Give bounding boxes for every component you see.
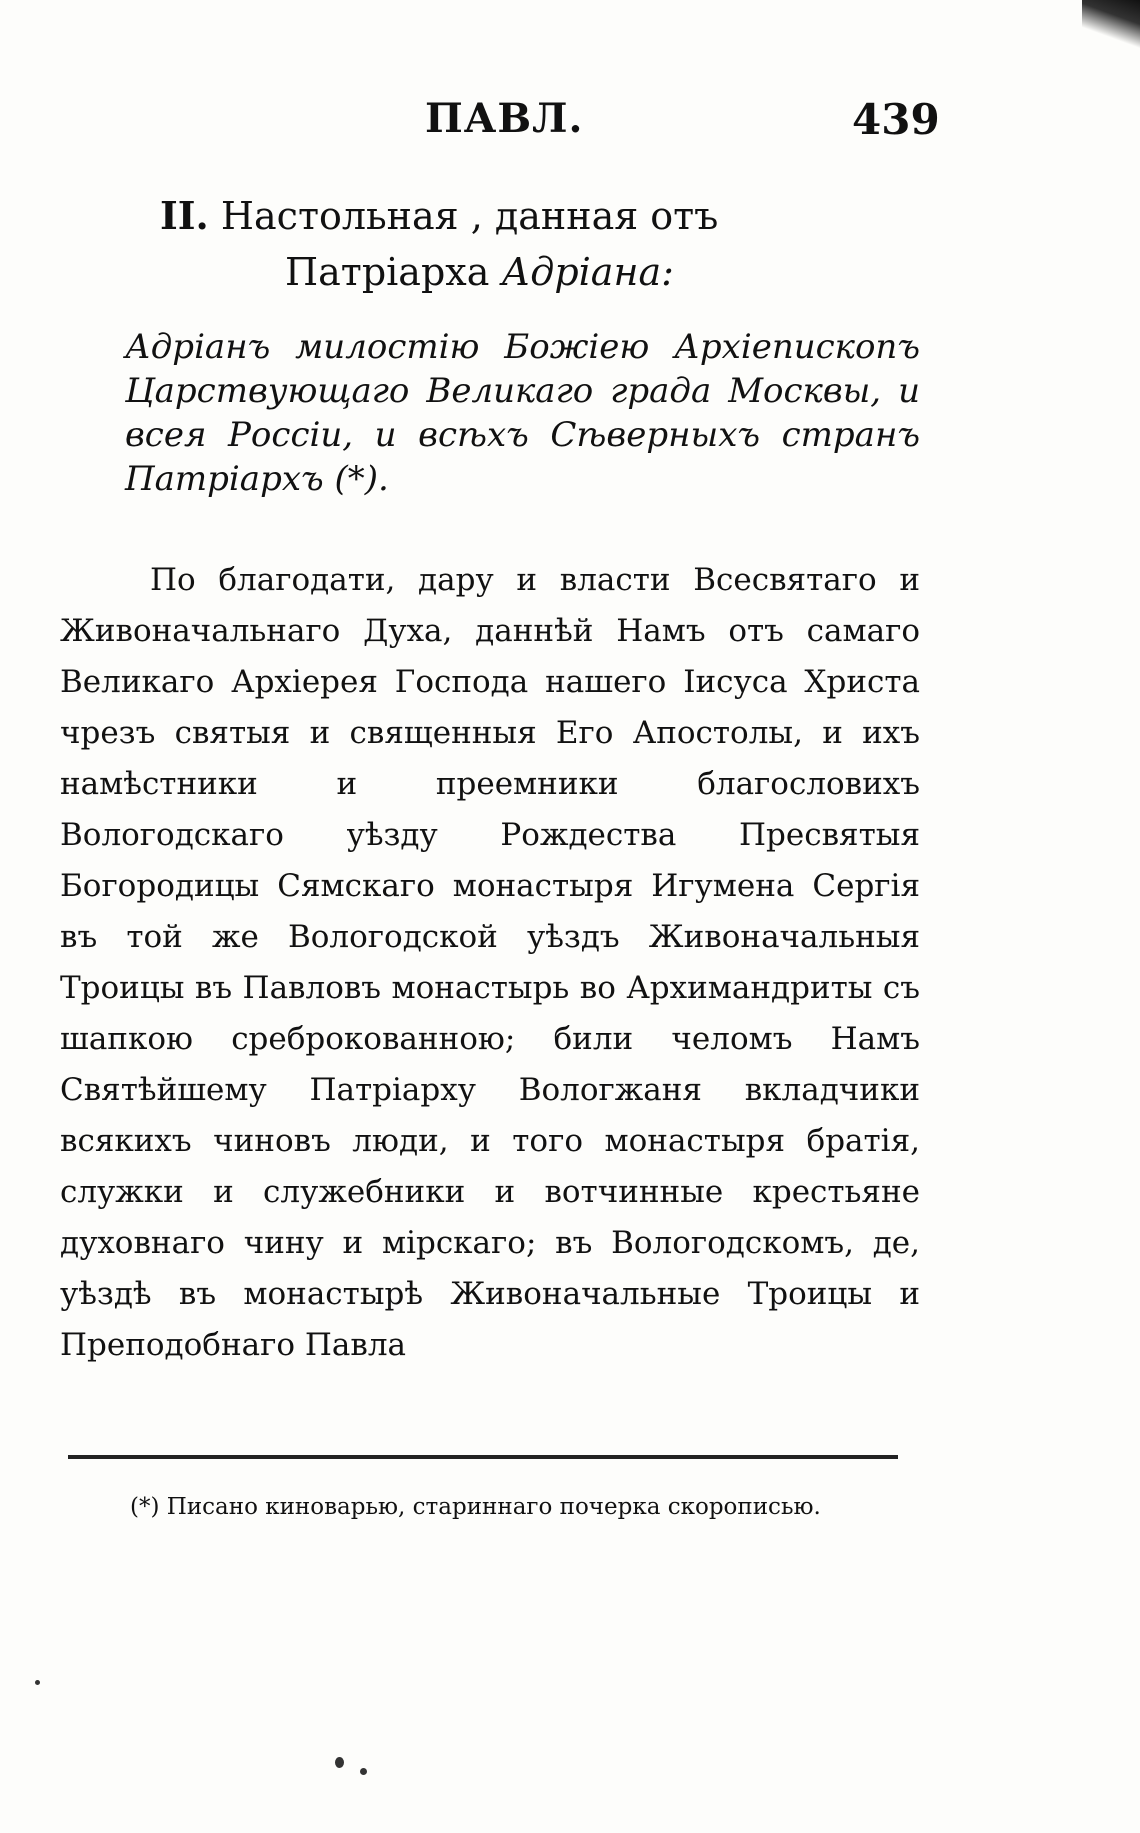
section-number: II.: [160, 193, 209, 238]
page-corner-shadow: [1082, 0, 1140, 48]
section-heading: [160, 188, 920, 300]
section-heading-patriarch: Патріарха: [285, 250, 490, 294]
ink-speck: [360, 1768, 367, 1775]
footnote-divider: [68, 1455, 898, 1459]
ink-speck: [335, 1757, 344, 1768]
footnote: (*) Писано киноварью, стариннаго почерка скорописью.: [130, 1494, 821, 1520]
section-heading-line-2: [160, 244, 920, 300]
section-heading-text: [160, 188, 718, 244]
running-header: ПАВЛ.: [425, 95, 584, 142]
section-heading-line1: Настольная , данная отъ: [220, 194, 719, 238]
section-heading-name: Адріана:: [501, 250, 674, 294]
page-number: 439: [852, 95, 940, 144]
body-paragraph: По благодати, дару и власти Всесвятаго и Живоначальнаго Духа, даннѣй Намъ отъ самаго Великаго Архіерея Господа нашего Іисуса Христа чрезъ святыя и священныя Его Апостолы, и ихъ намѣстники и преемники благословихъ Вологодскаго уѣзду Рождества Пресвятыя Богородицы Сямскаго монастыря Игумена Сергія въ той же Вологодской уѣздъ Живоначальныя Троицы въ Павловъ монастырь во Архимандриты съ шапкою среброкованною; били челомъ Намъ Святѣйшему Патріарху Вологжаня вкладчики всякихъ чиновъ люди, и того монастыря братія, служки и служебники и вотчинные крестьяне духовнаго чину и мірскаго; въ Вологодскомъ, де, уѣздѣ въ монастырѣ Живоначальные Троицы и Преподобнаго Павла: [60, 562, 920, 1363]
salutation-paragraph: Адріанъ милостію Божіею Архіепископъ Царствующаго Великаго града Москвы, и всея Россіи, и всѣхъ Сѣверныхъ странъ Патріархъ (*).: [125, 327, 920, 499]
section-heading-line-1: [160, 188, 920, 244]
ink-speck: [35, 1680, 40, 1685]
